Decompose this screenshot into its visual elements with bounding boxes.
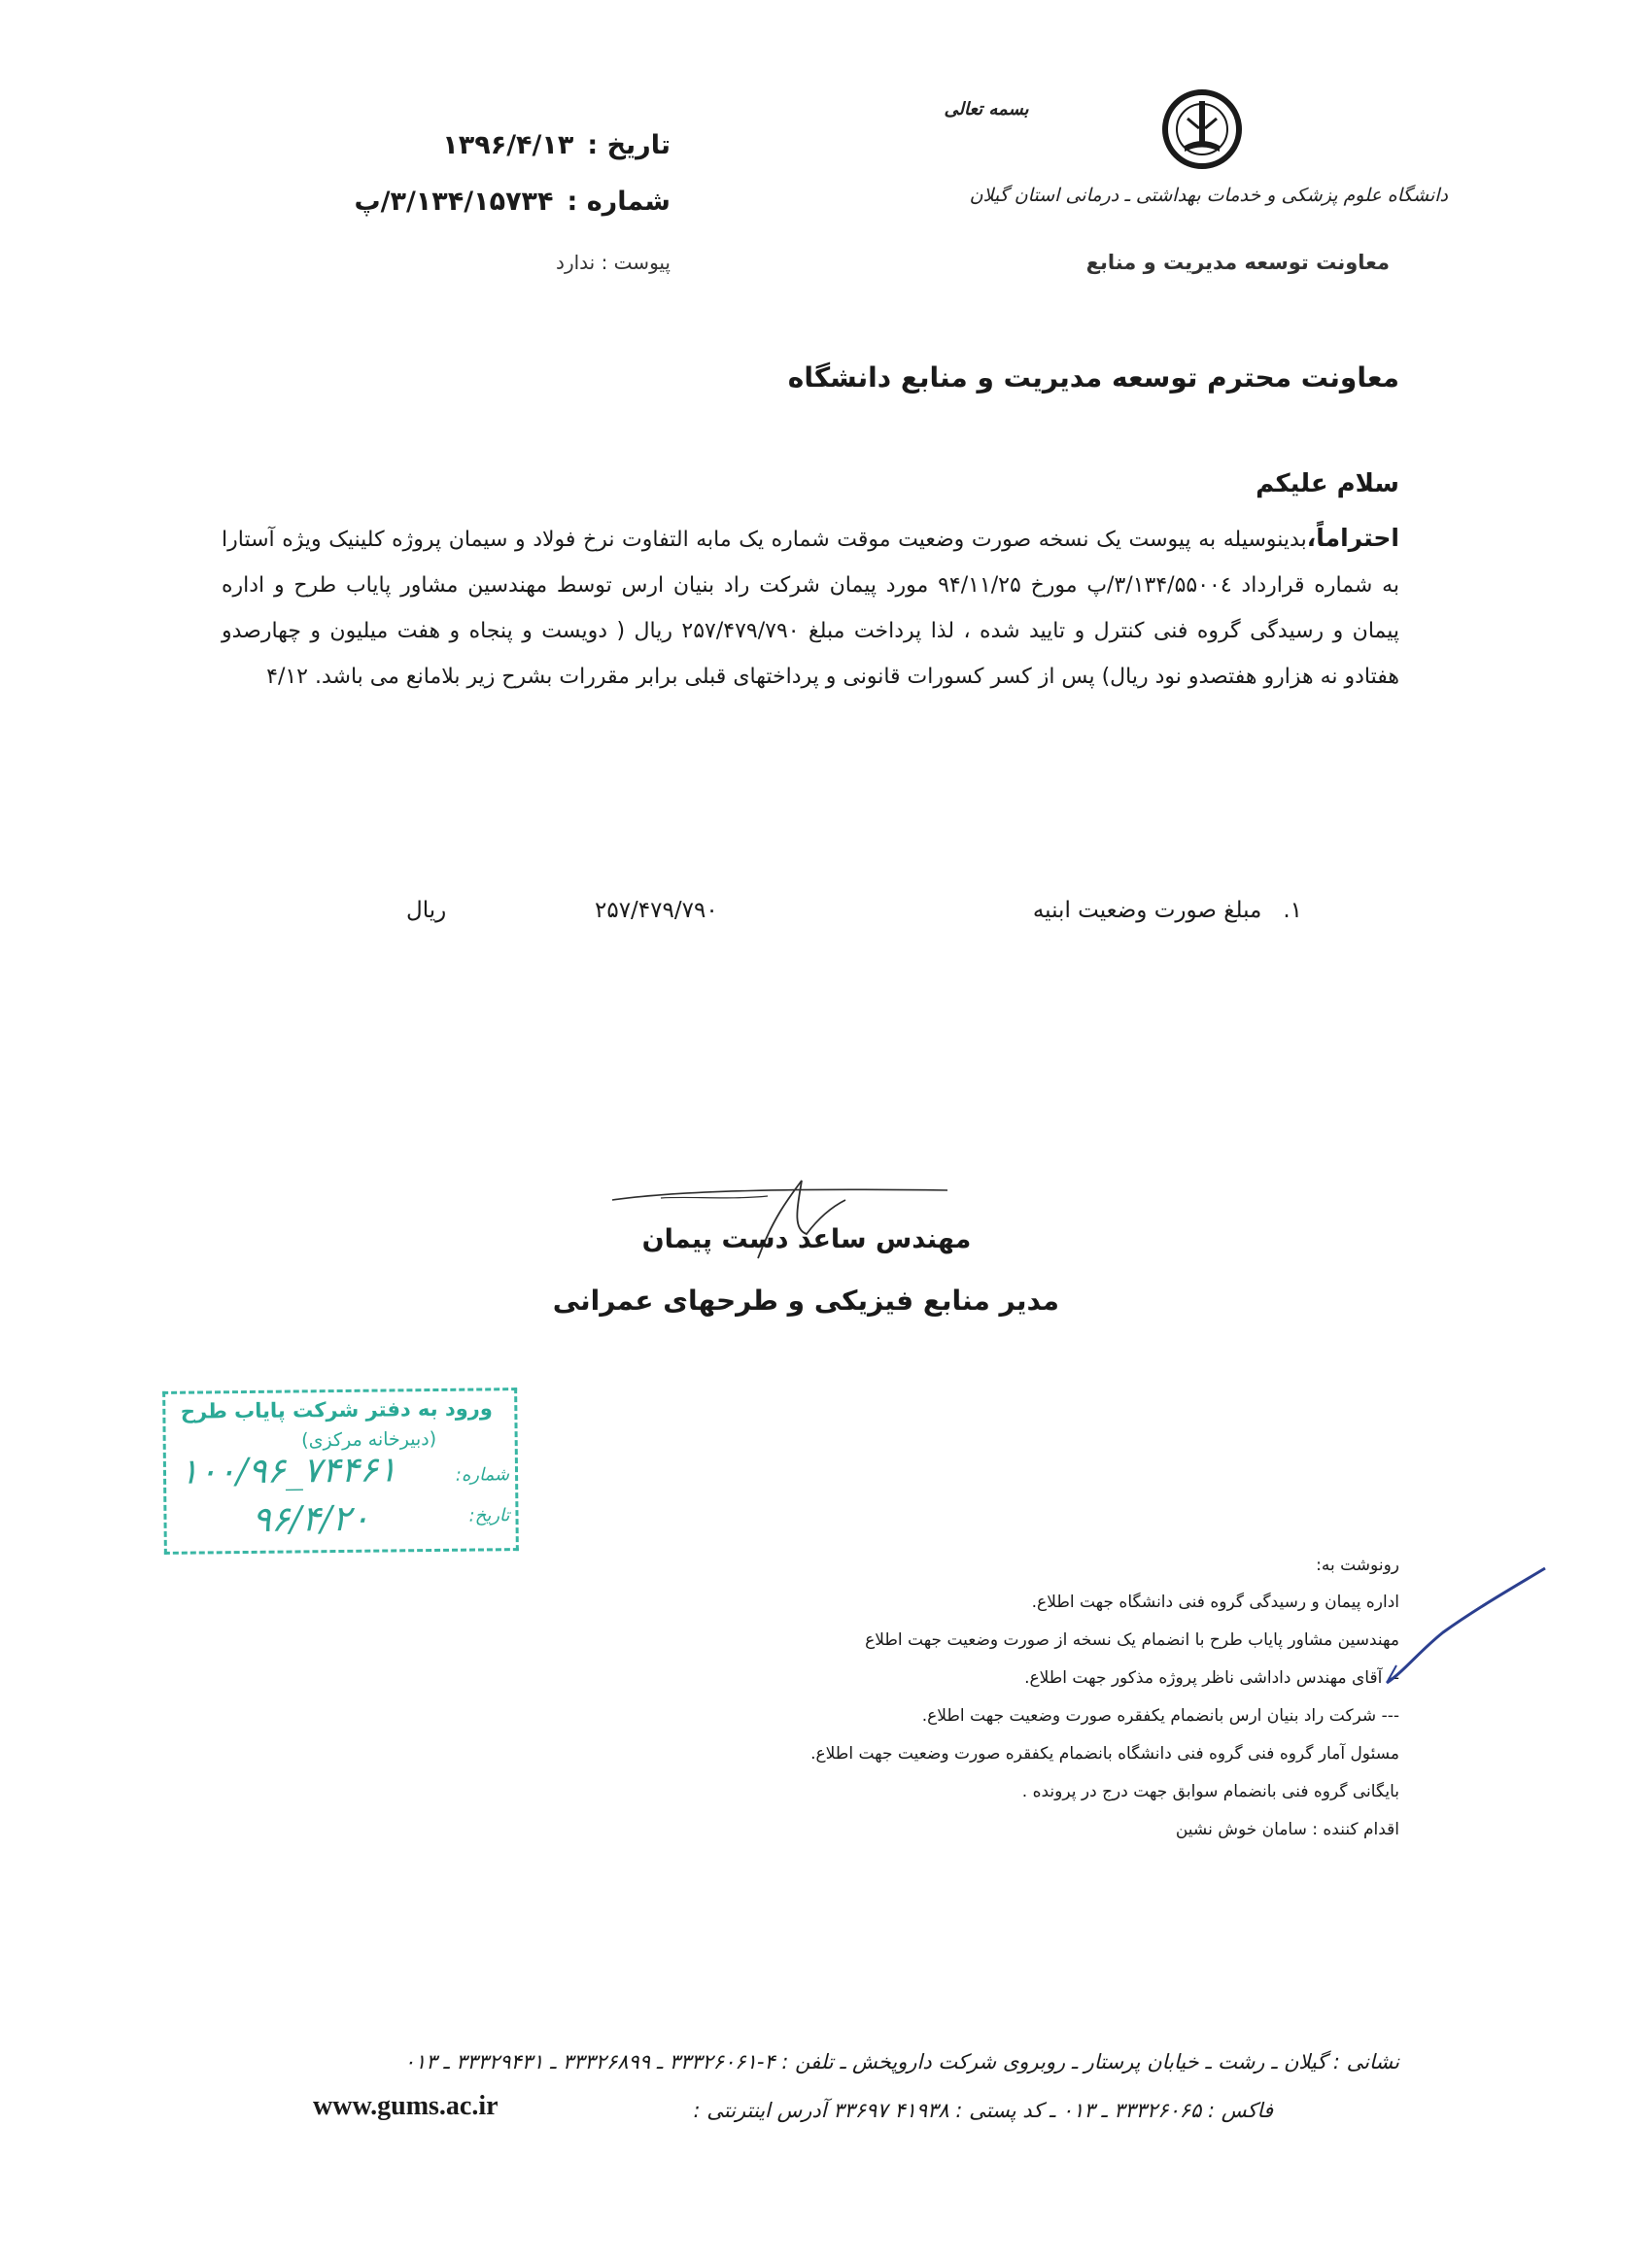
stamp-number-label: شماره: <box>455 1464 510 1486</box>
footer-fax: فاکس : ۳۳۳۲۶۰۶۵ ـ ۰۱۳ ـ کد پستی : ۴۱۹۳۸ ۳۳۶۹۷ آدرس اینترنتی : <box>693 2099 1273 2122</box>
attachment-line: پیوست : ندارد <box>556 251 671 274</box>
signatory-title: مدیر منابع فیزیکی و طرحهای عمرانی <box>552 1285 1059 1317</box>
date-value: ۱۳۹۶/۴/۱۳ <box>442 130 574 160</box>
basmala: بسمه تعالی <box>944 99 1029 120</box>
pen-check-mark <box>1385 1564 1550 1695</box>
body-paragraph <box>222 515 1399 700</box>
stamp-date-label: تاریخ: <box>468 1505 510 1526</box>
stamp-line2: (دبیرخانه مرکزی) <box>301 1427 437 1452</box>
signatory-name: مهندس ساعد دست پیمان <box>641 1224 972 1254</box>
body-text: بدینوسیله به پیوست یک نسخه صورت وضعیت موقت شماره یک مابه التفاوت نرخ فولاد و سیمان پروژه کلینیک ویژه آستارا به شماره قرارداد ۳/۱۳۴/۵۵۰۰٤/پ مورخ ۹۴/۱۱/۲۵ مورد پیمان شرکت راد بنیان ارس توسط مهندسین مشاور پایاب طرح و اداره پیمان و رسیدگی گروه فنی کنترل و تایید شده ، لذا پرداخت مبلغ ۲۵۷/۴۷۹/۷۹۰ ریال ( دویست و پنجاه و هفت میلیون و چهارصدو هفتادو نه هزارو هفتصدو نود ریال) پس از کسر کسورات قانونی و پرداختهای قبلی برابر مقررات بشرح زیر بلامانع می باشد. ۴/۱۲ <box>222 528 1400 689</box>
vice-chancellery-name: معاونت توسعه مدیریت و منابع <box>1085 251 1390 274</box>
number-line <box>321 187 671 217</box>
cc-item: -- آقای مهندس داداشی ناظر پروژه مذکور جهت اطلاع. <box>1024 1668 1399 1688</box>
cc-item: مهندسین مشاور پایاب طرح با انضمام یک نسخه از صورت وضعیت جهت اطلاع <box>865 1630 1399 1650</box>
receipt-stamp <box>162 1388 519 1555</box>
cc-item: مسئول آمار گروه فنی گروه فنی دانشگاه بانضمام یکفقره صورت وضعیت جهت اطلاع. <box>810 1744 1399 1764</box>
handwritten-signature <box>602 1161 972 1282</box>
date-line <box>408 130 671 160</box>
item-unit: ریال <box>406 898 447 923</box>
stamp-number-value: ۱۰۰/۹۶_۷۴۴۶۱ <box>179 1450 397 1492</box>
stamp-line1: ورود به دفتر شرکت پایاب طرح <box>180 1396 494 1423</box>
cc-list <box>622 1584 1399 1849</box>
cc-item: اقدام کننده : سامان خوش نشین <box>1175 1820 1399 1839</box>
cc-item: --- شرکت راد بنیان ارس بانضمام یکفقره صورت وضعیت جهت اطلاع. <box>921 1706 1399 1726</box>
university-name: دانشگاه علوم پزشکی و خدمات بهداشتی ـ درمانی استان گیلان <box>969 185 1448 206</box>
item-label: مبلغ صورت وضعیت ابنیه <box>1032 898 1262 923</box>
university-logo <box>1162 89 1242 169</box>
footer-address: نشانی : گیلان ـ رشت ـ خیابان پرستار ـ روبروی شرکت داروپخش ـ تلفن : ۴-۳۳۳۲۶۰۶۱ ـ ۳۳۳۲۶۸۹۹ ـ ۳۳۳۲۹۴۳۱ ـ ۰۱۳ <box>403 2050 1399 2074</box>
item-amount: ۲۵۷/۴۷۹/۷۹۰ <box>595 898 718 923</box>
number-value: ۳/۱۳۴/۱۵۷۳۴/پ <box>354 187 554 217</box>
greeting: سلام علیکم <box>1256 469 1399 498</box>
cc-item: بایگانی گروه فنی بانضمام سوابق جهت درج در پرونده . <box>1021 1782 1399 1801</box>
item-index: ۱. <box>1283 898 1302 923</box>
cc-heading: رونوشت به: <box>1316 1556 1399 1575</box>
number-label: شماره : <box>567 187 671 217</box>
cc-item: اداره پیمان و رسیدگی گروه فنی دانشگاه جهت اطلاع. <box>1031 1593 1399 1612</box>
stamp-date-value: ۹۶/۴/۲۰ <box>252 1498 370 1540</box>
item-row <box>952 898 1302 923</box>
footer-website[interactable]: www.gums.ac.ir <box>313 2091 499 2121</box>
date-label: تاریخ : <box>587 130 671 160</box>
body-lead: احتراماً، <box>1306 524 1399 552</box>
recipient: معاونت محترم توسعه مدیریت و منابع دانشگاه <box>787 361 1399 394</box>
